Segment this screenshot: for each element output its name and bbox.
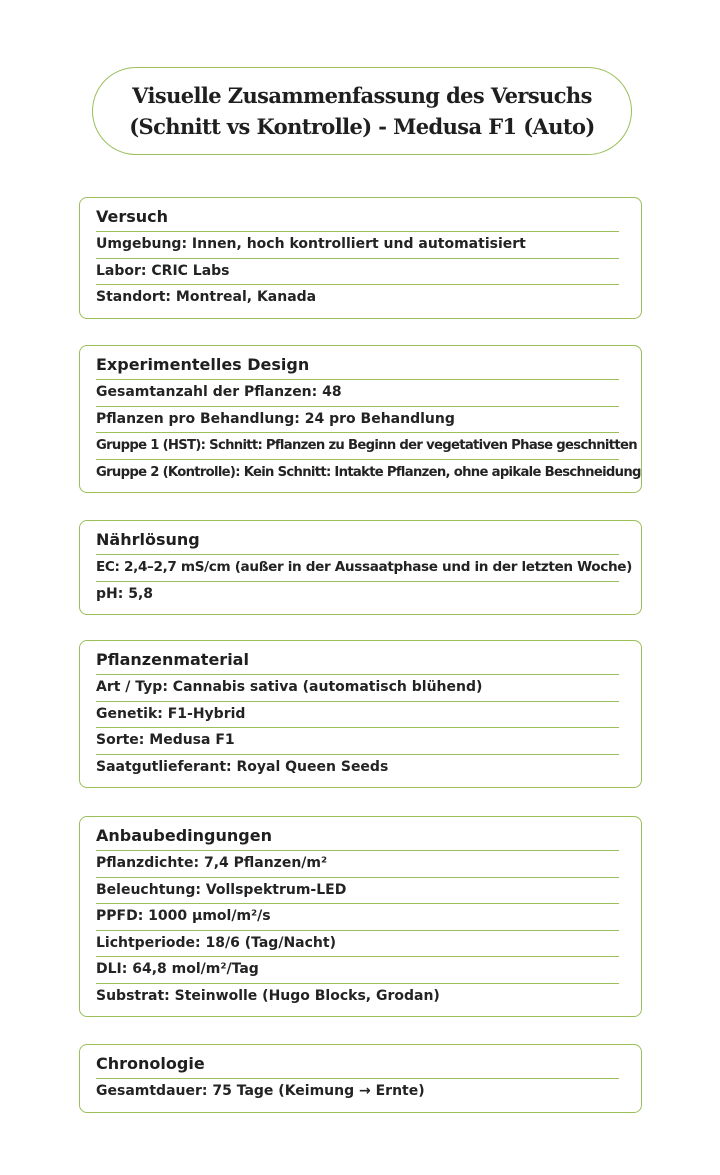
info-row: Genetik: F1-Hybrid <box>96 702 619 729</box>
info-row: Beleuchtung: Vollspektrum-LED <box>96 878 619 905</box>
section-naehrloesung <box>79 520 642 615</box>
info-row: Pflanzen pro Behandlung: 24 pro Behandlung <box>96 407 619 434</box>
info-row: Standort: Montreal, Kanada <box>96 289 317 305</box>
info-row: Sorte: Medusa F1 <box>96 728 619 755</box>
page-title-line-2: (Schnitt vs Kontrolle) - Medusa F1 (Auto) <box>129 114 595 139</box>
page-title <box>92 67 632 155</box>
info-row: Umgebung: Innen, hoch kontrolliert und automatisiert <box>96 232 619 259</box>
info-row: Gesamtanzahl der Pflanzen: 48 <box>96 380 619 407</box>
info-row: Gesamtdauer: 75 Tage (Keimung → Ernte) <box>96 1083 425 1099</box>
section-experimentelles-design <box>79 345 642 493</box>
info-row: Pflanzdichte: 7,4 Pflanzen/m² <box>96 851 619 878</box>
info-row: Gruppe 1 (HST): Schnitt: Pflanzen zu Beginn der vegetativen Phase geschnitten <box>96 433 619 460</box>
section-anbaubedingungen <box>79 816 642 1017</box>
section-heading: Pflanzenmaterial <box>96 647 619 675</box>
page-title-line-1: Visuelle Zusammenfassung des Versuchs <box>132 83 592 108</box>
info-row: pH: 5,8 <box>96 585 154 602</box>
info-row: Lichtperiode: 18/6 (Tag/Nacht) <box>96 931 619 958</box>
section-heading: Versuch <box>96 204 619 232</box>
section-versuch <box>79 197 642 319</box>
info-row: Saatgutlieferant: Royal Queen Seeds <box>96 758 389 775</box>
section-heading: Anbaubedingungen <box>96 823 619 851</box>
section-pflanzenmaterial <box>79 640 642 788</box>
section-chronologie <box>79 1044 642 1113</box>
section-heading: Experimentelles Design <box>96 352 619 380</box>
section-heading: Chronologie <box>96 1051 619 1079</box>
info-row: EC: 2,4–2,7 mS/cm (außer in der Aussaatphase und in der letzten Woche) <box>96 555 619 582</box>
info-row: Labor: CRIC Labs <box>96 259 619 286</box>
info-row: Art / Typ: Cannabis sativa (automatisch blühend) <box>96 675 619 702</box>
info-row: PPFD: 1000 µmol/m²/s <box>96 904 619 931</box>
info-row: Gruppe 2 (Kontrolle): Kein Schnitt: Intakte Pflanzen, ohne apikale Beschneidung <box>96 464 641 480</box>
section-heading: Nährlösung <box>96 527 619 555</box>
info-row: Substrat: Steinwolle (Hugo Blocks, Grodan) <box>96 987 440 1004</box>
info-row: DLI: 64,8 mol/m²/Tag <box>96 957 619 984</box>
